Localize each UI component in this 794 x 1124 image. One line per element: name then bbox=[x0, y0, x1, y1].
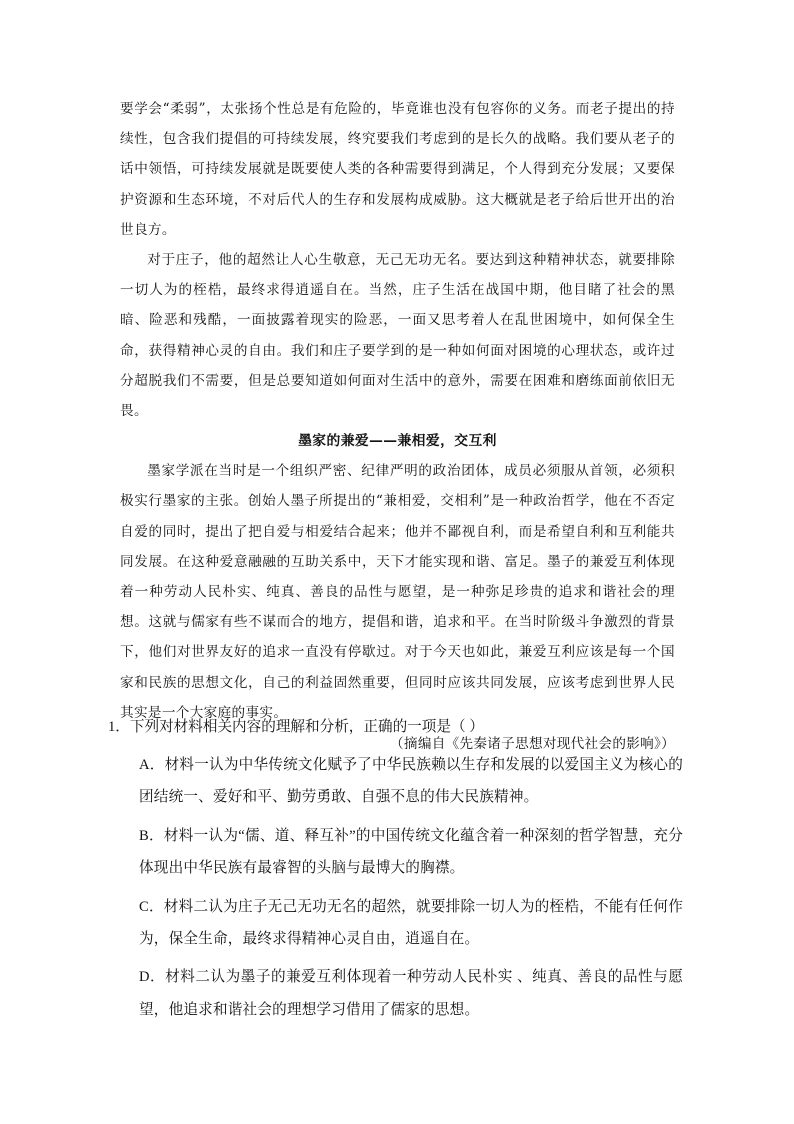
source-citation: （摘编自《先秦诸子思想对现代社会的影响》） bbox=[390, 736, 675, 753]
question-stem: 1．下列对材料相关内容的理解和分析，正确的一项是（ ） bbox=[108, 719, 484, 735]
option-c: C．材料二认为庄子无己无功无名的超然，就要排除一切人为的桎梏，不能有任何作为，保全生命，最终求得精神心灵自由，逍遥自在。 bbox=[139, 898, 683, 948]
passage-paragraph-mozi: 墨家学派在当时是一个组织严密、纪律严明的政治团体，成员必须服从首领，必须积极实行墨家的主张。创始人墨子所提出的“兼相爱，交相利”是一种政治哲学，他在不否定自爱的同时，提出了把自爱与相爱结合起来；他并不鄙视自利，而是希望自利和互利能共同发展。在这种爱意融融的互助关系中，天下才能实现和谐、富足。墨子的兼爱互利体现着一种劳动人民朴实、纯真、善良的品性与愿望，是一种弥足珍贵的追求和谐社会的理想。这就与儒家有些不谋而合的地方，提倡和谐，追求和平。在当时阶级斗争激烈的背景下，他们对世界友好的追求一直没有停歇过。对于今天也如此，兼爱互利应该是每一个国家和民族的思想文化，自己的利益固然重要，但同时应该共同发展，应该考虑到世界人民其实是一个大家庭的事实。 bbox=[120, 463, 675, 721]
section-heading-mohist: 墨家的兼爱——兼相爱，交互利 bbox=[298, 433, 497, 450]
question-1 bbox=[108, 712, 683, 1032]
passage-paragraph-zhuangzi: 对于庄子，他的超然让人心生敬意，无己无功无名。要达到这种精神状态，就要排除一切人为的桎梏，最终求得逍遥自在。当然，庄子生活在战国中期，他目睹了社会的黑暗、险恶和残酷，一面披露着现实的险恶，一面又思考着人在乱世困境中，如何保全生命，获得精神心灵的自由。我们和庄子要学到的是一种如何面对困境的心理状态，或许过分超脱我们不需要，但是总要知道如何面对生活中的意外，需要在困难和磨练面前依旧无畏。 bbox=[120, 252, 675, 420]
passage-paragraph-laozi: 要学会“柔弱”，太张扬个性总是有危险的，毕竟谁也没有包容你的义务。而老子提出的持续性，包含我们提倡的可持续发展，终究要我们考虑到的是长久的战略。我们要从老子的话中领悟，可持续发展就是既要使人类的各种需要得到满足，个人得到充分发展；又要保护资源和生态环境，不对后代人的生存和发展构成威胁。这大概就是老子给后世开出的治世良方。 bbox=[120, 101, 675, 238]
option-d: D．材料二认为墨子的兼爱互利体现着一种劳动人民朴实 、纯真、善良的品性与愿望，他追求和谐社会的理想学习借用了儒家的思想。 bbox=[139, 969, 683, 1018]
option-b: B．材料一认为“儒、道、释互补”的中国传统文化蕴含着一种深刻的哲学智慧，充分体现出中华民族有最睿智的头脑与最博大的胸襟。 bbox=[139, 827, 683, 877]
option-a: A．材料一认为中华传统文化赋予了中华民族赖以生存和发展的以爱国主义为核心的团结统一、爱好和平、勤劳勇敢、自强不息的伟大民族精神。 bbox=[139, 757, 683, 806]
reading-passage bbox=[120, 94, 675, 760]
